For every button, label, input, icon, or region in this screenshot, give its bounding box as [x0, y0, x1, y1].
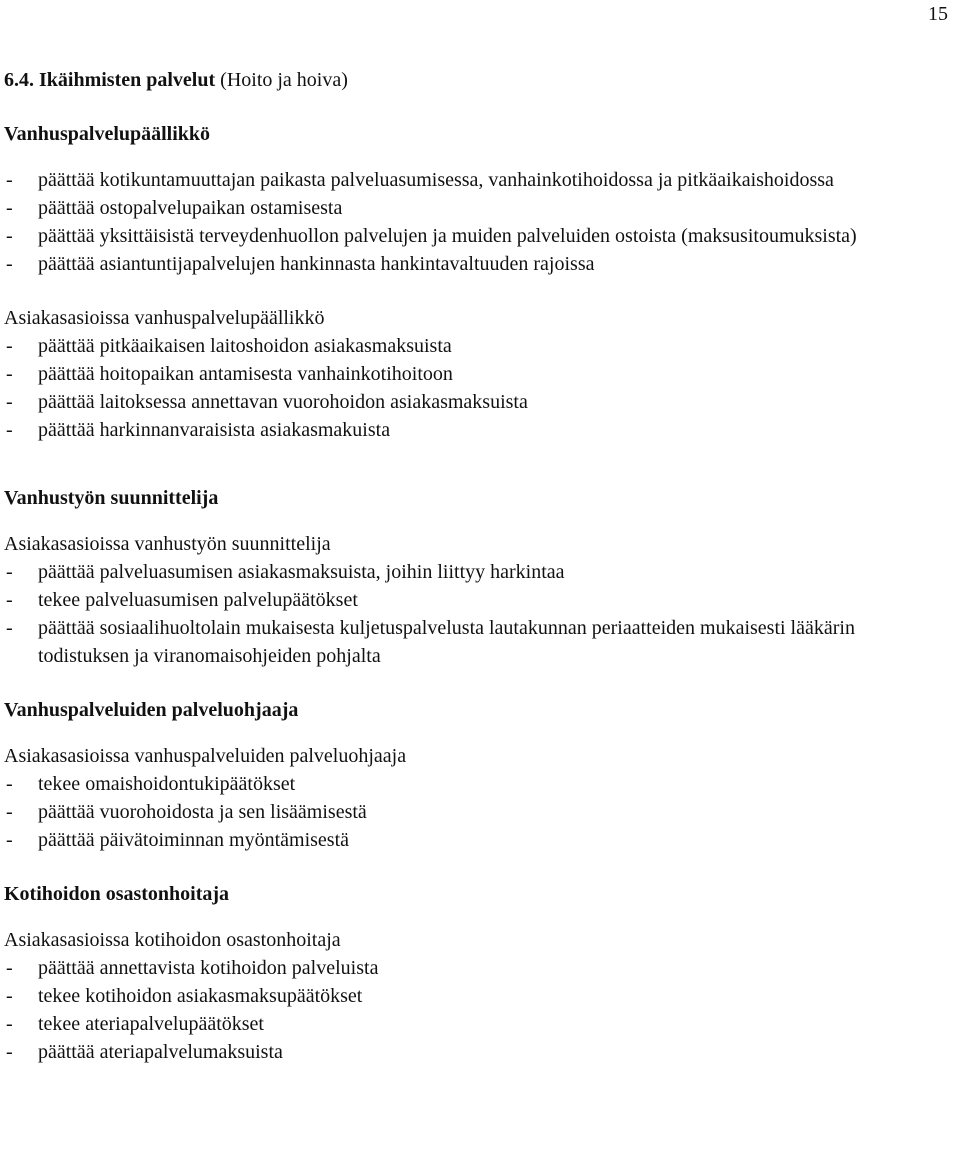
duty-list [4, 954, 944, 1066]
list-item: - päättää yksittäisistä terveydenhuollon palvelujen ja muiden palveluiden ostoista (maksusitoumuksista) [6, 225, 857, 247]
list-item: - päättää asiantuntijapalvelujen hankinnasta hankintavaltuuden rajoissa [6, 253, 595, 275]
list-item-text: päättää pitkäaikaisen laitoshoidon asiakasmaksuista [38, 335, 452, 357]
list-item: - päättää päivätoiminnan myöntämisestä [6, 829, 350, 851]
list-item: - päättää ateriapalvelumaksuista [6, 1041, 283, 1063]
list-item: - tekee ateriapalvelupäätökset [6, 1013, 264, 1035]
duty-list [4, 770, 944, 854]
page-number: 15 [928, 3, 948, 25]
list-item: - päättää laitoksessa annettavan vuorohoidon asiakasmaksuista [6, 391, 528, 413]
section-heading: Kotihoidon osastonhoitaja [4, 883, 230, 905]
list-item: - päättää palveluasumisen asiakasmaksuista, joihin liittyy harkintaa [6, 561, 565, 583]
list-item-text: tekee kotihoidon asiakasmaksupäätökset [38, 985, 363, 1007]
list-item-text: päättää vuorohoidosta ja sen lisäämisestä [38, 801, 367, 823]
list-item-text: päättää ateriapalvelumaksuista [38, 1041, 283, 1063]
list-item: - tekee kotihoidon asiakasmaksupäätökset [6, 985, 363, 1007]
duty-list [4, 332, 944, 444]
list-item-text: päättää kotikuntamuuttajan paikasta palveluasumisessa, vanhainkotihoidossa ja pitkäaikaishoidossa [38, 169, 834, 191]
list-item-text: tekee palveluasumisen palvelupäätökset [38, 589, 358, 611]
chapter-title [4, 66, 944, 94]
list-item-text: päättää asiantuntijapalvelujen hankinnasta hankintavaltuuden rajoissa [38, 253, 595, 275]
list-item-text: päättää sosiaalihuoltolain mukaisesta kuljetuspalvelusta lautakunnan periaatteiden mukaisesti lääkärin todistuksen ja viranomaisohjeiden pohjalta [38, 617, 855, 667]
document-body [4, 66, 944, 1066]
section-heading: Vanhuspalveluiden palveluohjaaja [4, 699, 299, 721]
subheading: Asiakasasioissa vanhustyön suunnittelija [4, 533, 331, 555]
chapter-number: 6.4. [4, 69, 34, 91]
section-vanhustyon-suunnittelija [4, 484, 944, 670]
section-heading: Vanhustyön suunnittelija [4, 487, 219, 509]
duty-list [4, 166, 944, 278]
list-item-text: päättää ostopalvelupaikan ostamisesta [38, 197, 343, 219]
section-kotihoidon-osastonhoitaja [4, 880, 944, 1066]
subheading: Asiakasasioissa vanhuspalveluiden palveluohjaaja [4, 745, 407, 767]
list-item-text: päättää palveluasumisen asiakasmaksuista, joihin liittyy harkintaa [38, 561, 565, 583]
section-vanhuspalvelupaallikko [4, 120, 944, 444]
list-item-text: päättää harkinnanvaraisista asiakasmakuista [38, 419, 391, 441]
list-item: - päättää annettavista kotihoidon palveluista [6, 957, 379, 979]
list-item: - päättää hoitopaikan antamisesta vanhainkotihoitoon [6, 363, 453, 385]
list-item-text: päättää yksittäisistä terveydenhuollon palvelujen ja muiden palveluiden ostoista (maksusitoumuksista) [38, 225, 857, 247]
subheading: Asiakasasioissa kotihoidon osastonhoitaja [4, 929, 341, 951]
list-item: - tekee omaishoidontukipäätökset [6, 773, 296, 795]
list-item: - päättää sosiaalihuoltolain mukaisesta kuljetuspalvelusta lautakunnan periaatteiden mukaisesti lääkärin todistuksen ja viranomaisohjeiden pohjalta [6, 617, 855, 667]
list-item-text: päättää päivätoiminnan myöntämisestä [38, 829, 350, 851]
list-item-text: päättää hoitopaikan antamisesta vanhainkotihoitoon [38, 363, 453, 385]
subheading: Asiakasasioissa vanhuspalvelupäällikkö [4, 307, 325, 329]
chapter-title-bold: Ikäihmisten palvelut [39, 69, 216, 91]
list-item: - tekee palveluasumisen palvelupäätökset [6, 589, 358, 611]
list-item: - päättää pitkäaikaisen laitoshoidon asiakasmaksuista [6, 335, 452, 357]
list-item: - päättää vuorohoidosta ja sen lisäämisestä [6, 801, 367, 823]
list-item: - päättää kotikuntamuuttajan paikasta palveluasumisessa, vanhainkotihoidossa ja pitkäaikaishoidossa [6, 169, 834, 191]
list-item: - päättää harkinnanvaraisista asiakasmakuista [6, 419, 391, 441]
list-item-text: tekee omaishoidontukipäätökset [38, 773, 296, 795]
list-item-text: päättää laitoksessa annettavan vuorohoidon asiakasmaksuista [38, 391, 528, 413]
duty-list [4, 558, 944, 670]
list-item-text: päättää annettavista kotihoidon palveluista [38, 957, 379, 979]
list-item: - päättää ostopalvelupaikan ostamisesta [6, 197, 343, 219]
list-item-text: tekee ateriapalvelupäätökset [38, 1013, 264, 1035]
chapter-title-parenthetical: (Hoito ja hoiva) [220, 69, 348, 91]
section-heading: Vanhuspalvelupäällikkö [4, 123, 211, 145]
section-vanhuspalveluiden-palveluohjaaja [4, 696, 944, 854]
